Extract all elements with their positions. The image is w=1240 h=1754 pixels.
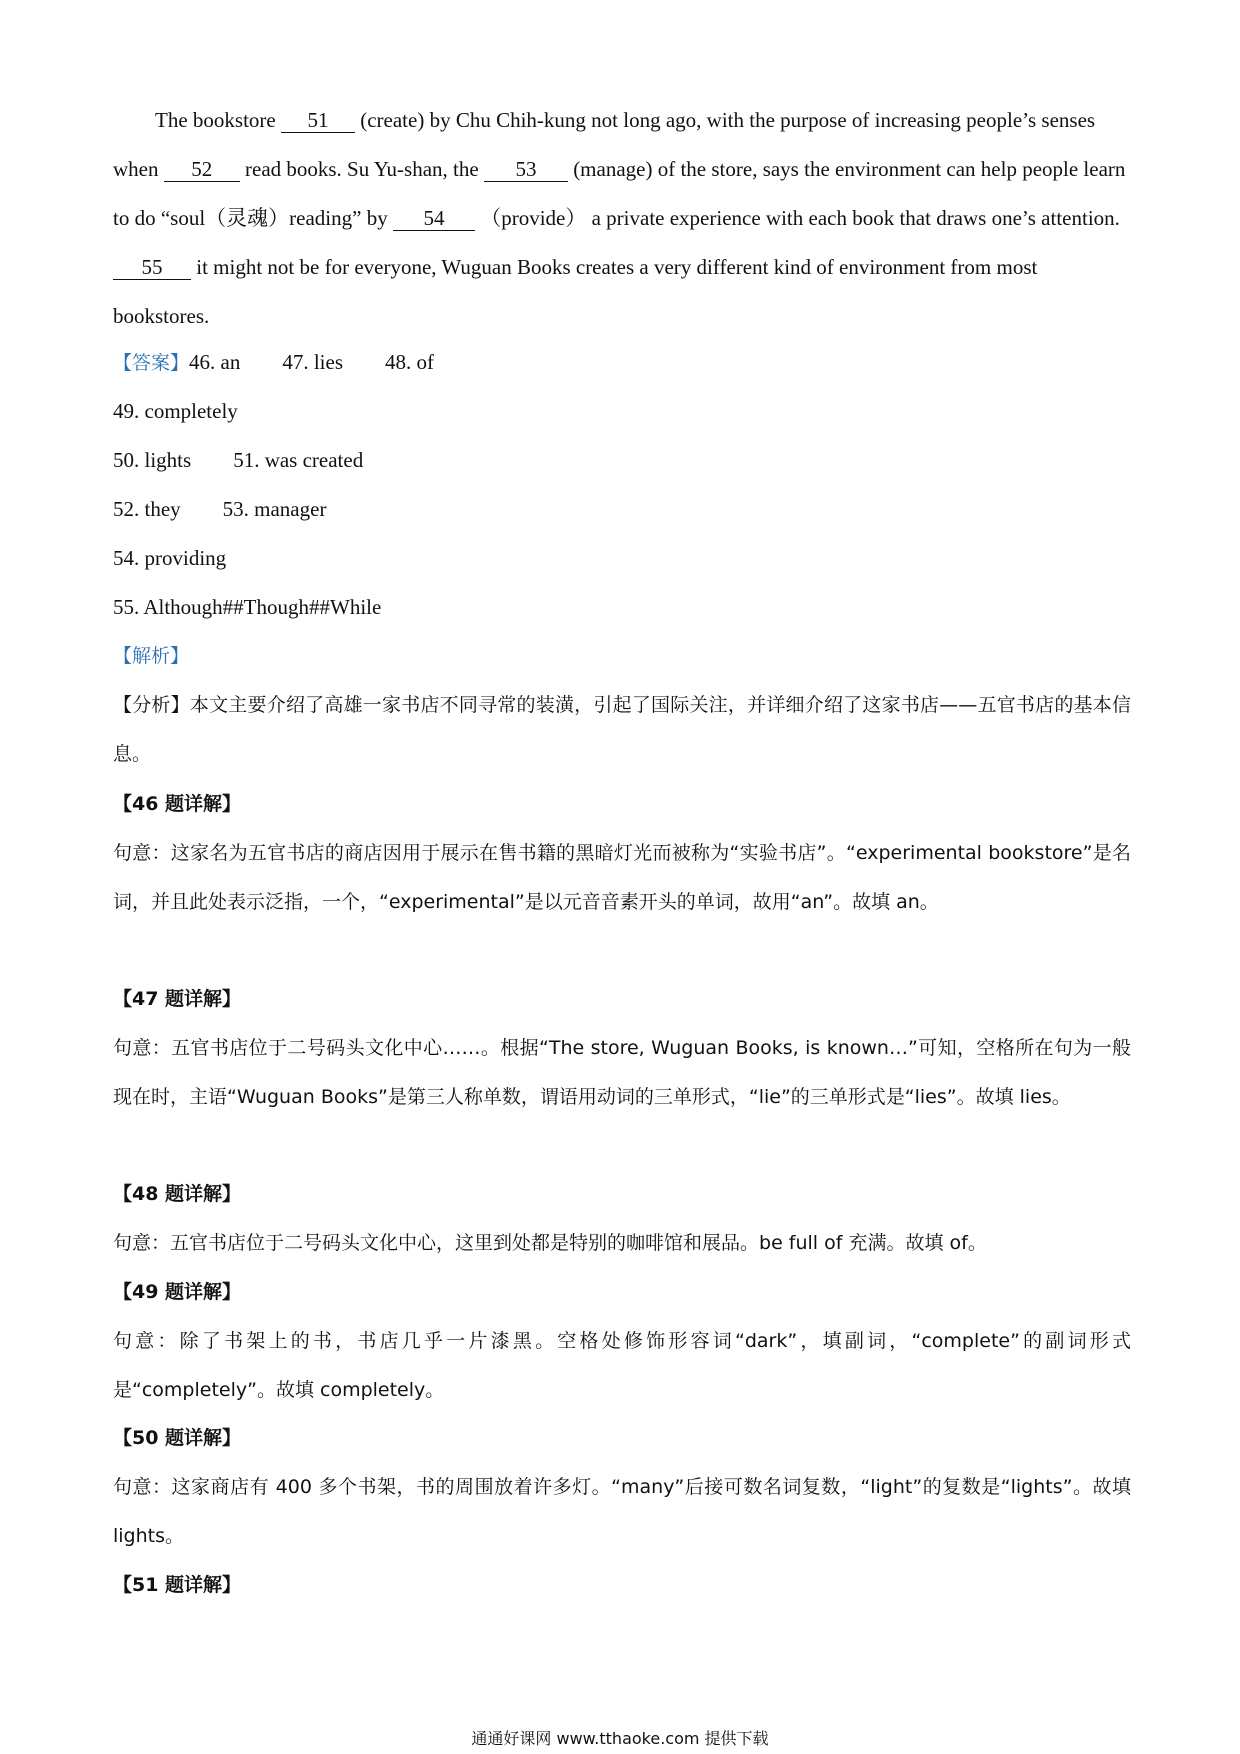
answer-49: 49. completely [113, 399, 238, 423]
answer-46: 46. an [189, 350, 241, 374]
passage-paragraph [113, 96, 1133, 341]
q46-explanation: 句意：这家名为五官书店的商店因用于展示在售书籍的黑暗灯光而被称为“实验书店”。“experimental bookstore”是名词，并且此处表示泛指，一个，“experimental”是以元音音素开头的单词，故用“an”。故填 an。 [113, 842, 1131, 913]
passage-text: The bookstore [155, 108, 276, 132]
answer-row-50-51 [113, 446, 363, 474]
answer-tag: 【答案】 [113, 352, 190, 374]
answer-47: 47. lies [282, 350, 344, 374]
answer-48: 48. of [385, 350, 435, 374]
blank-52: 52 [164, 157, 240, 182]
page-footer: 通通好课网 www.tthaoke.com 提供下载 [471, 1729, 769, 1748]
q48-explanation: 句意：五官书店位于二号码头文化中心，这里到处都是特别的咖啡馆和展品。be full of 充满。故填 of。 [113, 1232, 987, 1254]
passage-text: （provide） a private experience with each book that draws one’s attention. [480, 206, 1120, 230]
answer-52: 52. they [113, 497, 181, 521]
answer-50: 50. lights [113, 448, 192, 472]
q51-heading: 【51 题详解】 [113, 1574, 242, 1596]
q50-explanation: 句意：这家商店有 400 多个书架，书的周围放着许多灯。“many”后接可数名词复数，“light”的复数是“lights”。故填 lights。 [113, 1476, 1131, 1547]
q47-heading: 【47 题详解】 [113, 988, 242, 1010]
passage-text: (create) by Chu Chih-kung not long ago, with the purpose of increasing people’s senses when [113, 108, 1096, 181]
answer-55: 55. Although##Though##While [113, 595, 382, 619]
analysis-summary: 【分析】本文主要介绍了高雄一家书店不同寻常的装潢，引起了国际关注，并详细介绍了这家书店——五官书店的基本信息。 [113, 694, 1131, 765]
blank-51: 51 [281, 108, 355, 133]
answer-row-1 [113, 348, 434, 377]
q46-heading: 【46 题详解】 [113, 793, 242, 815]
blank-54: 54 [393, 206, 475, 231]
q47-explanation: 句意：五官书店位于二号码头文化中心……。根据“The store, Wuguan Books, is known…”可知，空格所在句为一般现在时，主语“Wuguan Books”是第三人称单数，谓语用动词的三单形式，“lie”的三单形式是“lies”。故填 lies。 [113, 1037, 1131, 1108]
analysis-tag: 【解析】 [113, 645, 190, 667]
passage-text: it might not be for everyone, Wuguan Books creates a very different kind of environment from most bookstores. [113, 255, 1038, 328]
q49-heading: 【49 题详解】 [113, 1281, 242, 1303]
passage-text: read books. Su Yu-shan, the [245, 157, 479, 181]
q50-heading: 【50 题详解】 [113, 1427, 242, 1449]
blank-55: 55 [113, 255, 191, 280]
answer-row-52-53 [113, 495, 326, 523]
q49-explanation: 句意：除了书架上的书，书店几乎一片漆黑。空格处修饰形容词“dark”，填副词，“complete”的副词形式是“completely”。故填 completely。 [113, 1330, 1131, 1401]
passage-text: (manage) of the store, says the environment can help people learn to do “soul（灵魂）reading” by [113, 157, 1126, 230]
answer-54: 54. providing [113, 546, 227, 570]
q48-heading: 【48 题详解】 [113, 1183, 242, 1205]
answer-53: 53. manager [222, 497, 327, 521]
answer-51: 51. was created [233, 448, 364, 472]
blank-53: 53 [484, 157, 568, 182]
